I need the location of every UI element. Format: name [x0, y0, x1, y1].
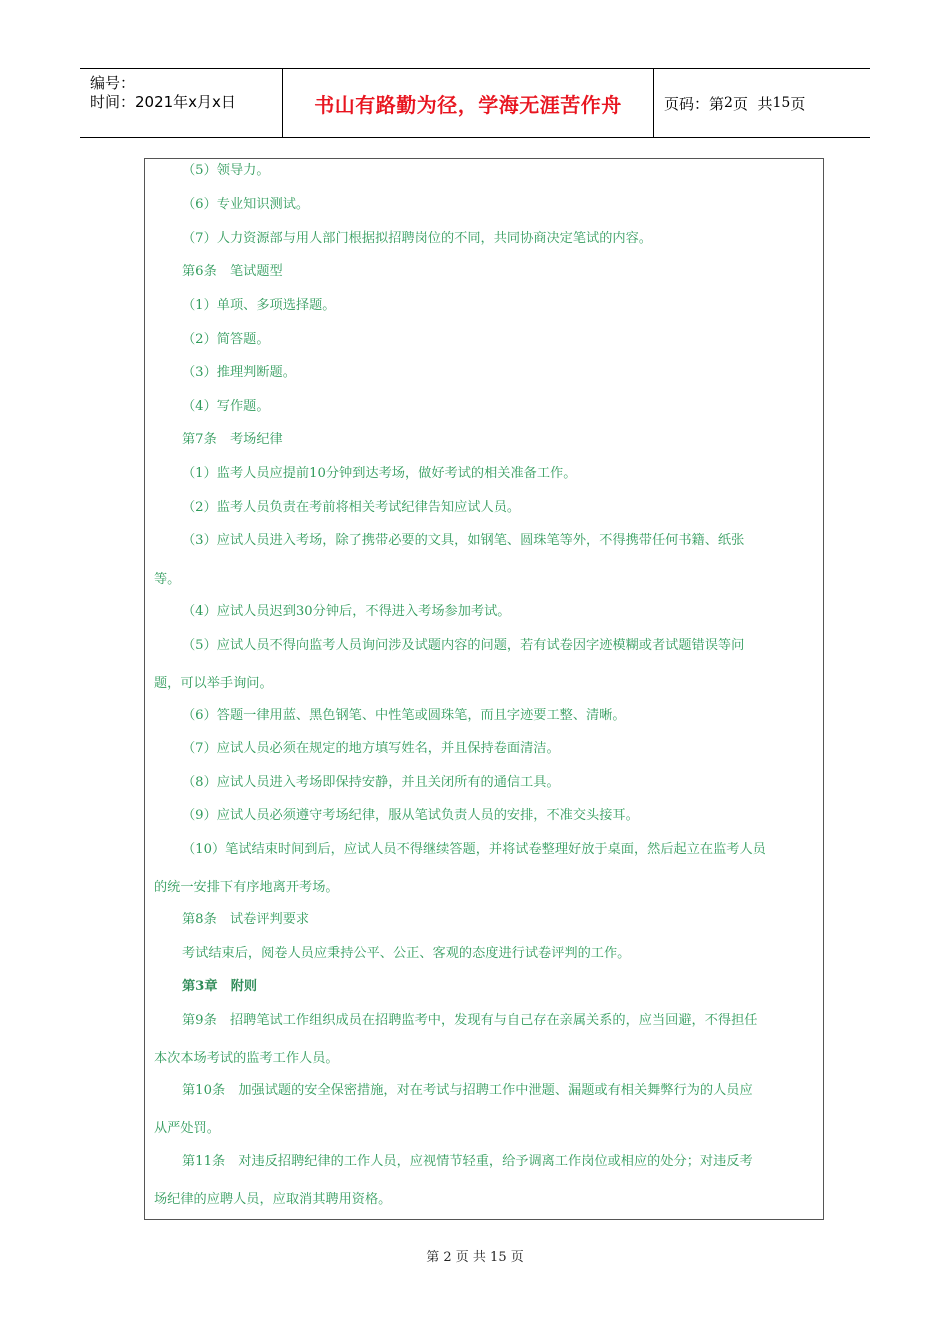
page-total: 15 [772, 95, 791, 111]
article-heading: 第8条 试卷评判要求 [182, 912, 310, 927]
body-line: 等。 [154, 572, 181, 587]
body-line: 的统一安排下有序地离开考场。 [154, 880, 339, 895]
page-suffix: 页 [790, 94, 806, 113]
page-mid: 页 共 [732, 94, 773, 113]
content-box [144, 158, 824, 1220]
body-line: （7）人力资源部与用人部门根据拟招聘岗位的不同，共同协商决定笔试的内容。 [182, 231, 652, 246]
body-line: 第10条 加强试题的安全保密措施，对在考试与招聘工作中泄题、漏题或有相关舞弊行为的人员应 [182, 1083, 753, 1098]
document-header [80, 68, 870, 138]
body-line: （1）单项、多项选择题。 [182, 298, 336, 313]
header-meta-cell [80, 69, 283, 137]
body-line: （6）答题一律用蓝、黑色钢笔、中性笔或圆珠笔，而且字迹要工整、清晰。 [182, 708, 626, 723]
body-line: 本次本场考试的监考工作人员。 [154, 1051, 339, 1066]
document-number-label: 编号： [90, 74, 136, 92]
body-line: 第11条 对违反招聘纪律的工作人员，应视情节轻重，给予调离工作岗位或相应的处分；对违反考 [182, 1154, 753, 1169]
page-prefix: 页码：第 [664, 94, 725, 113]
article-heading: 第6条 笔试题型 [182, 264, 283, 279]
body-line: （4）写作题。 [182, 399, 270, 414]
header-motto: 书山有路勤为径，学海无涯苦作舟 [283, 69, 654, 137]
body-line: （3）应试人员进入考场，除了携带必要的文具，如钢笔、圆珠笔等外，不得携带任何书籍、纸张 [182, 533, 745, 548]
body-line: 题，可以举手询问。 [154, 676, 273, 691]
body-line: 考试结束后，阅卷人员应秉持公平、公正、客观的态度进行试卷评判的工作。 [182, 946, 631, 961]
body-line: （6）专业知识测试。 [182, 197, 310, 212]
body-line: （7）应试人员必须在规定的地方填写姓名，并且保持卷面清洁。 [182, 741, 560, 756]
body-line: （2）监考人员负责在考前将相关考试纪律告知应试人员。 [182, 500, 521, 515]
body-line: （9）应试人员必须遵守考场纪律，服从笔试负责人员的安排，不准交头接耳。 [182, 808, 639, 823]
body-line: 第9条 招聘笔试工作组织成员在招聘监考中，发现有与自己存在亲属关系的，应当回避，不得担任 [182, 1013, 758, 1028]
body-line: （2）简答题。 [182, 332, 270, 347]
body-line: （3）推理判断题。 [182, 365, 296, 380]
body-line: （4）应试人员迟到30分钟后，不得进入考场参加考试。 [182, 604, 511, 619]
body-line: 从严处罚。 [154, 1121, 220, 1136]
page-footer: 第 2 页 共 15 页 [426, 1250, 524, 1265]
chapter-heading: 第3章 附则 [182, 979, 258, 994]
body-line: （1）监考人员应提前10分钟到达考场，做好考试的相关准备工作。 [182, 466, 577, 481]
body-line: 场纪律的应聘人员，应取消其聘用资格。 [154, 1192, 392, 1207]
body-line: （10）笔试结束时间到后，应试人员不得继续答题，并将试卷整理好放于桌面，然后起立在监考人员 [182, 842, 766, 857]
document-time-label: 时间：2021年x月x日 [90, 93, 236, 111]
body-line: （8）应试人员进入考场即保持安静，并且关闭所有的通信工具。 [182, 775, 560, 790]
body-line: （5）应试人员不得向监考人员询问涉及试题内容的问题，若有试卷因字迹模糊或者试题错误等问 [182, 638, 745, 653]
body-line: （5）领导力。 [182, 163, 270, 178]
page-current: 2 [724, 95, 733, 111]
article-heading: 第7条 考场纪律 [182, 432, 283, 447]
header-page-info [654, 69, 870, 137]
